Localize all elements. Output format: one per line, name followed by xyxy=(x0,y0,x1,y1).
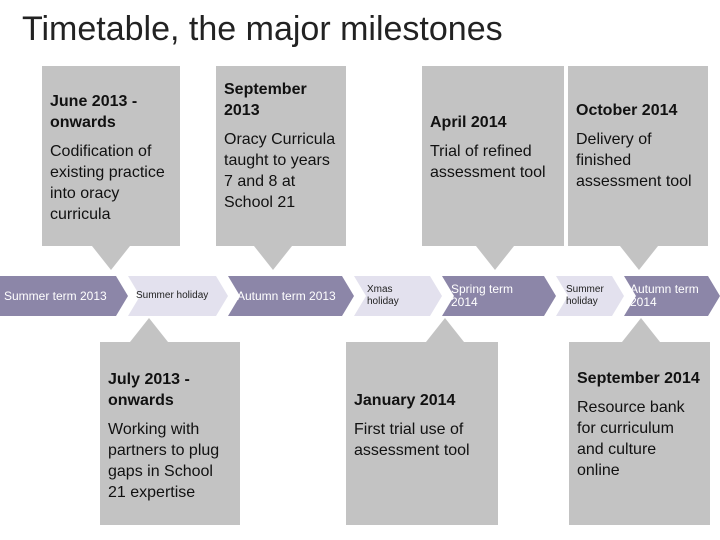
timeline-segment-label: Autumn term 2014 xyxy=(630,282,699,309)
milestone-description: Working with partners to plug gaps in School 21 expertise xyxy=(108,421,220,501)
milestone-description: Trial of refined assessment tool xyxy=(430,143,546,181)
milestone-heading: October 2014 xyxy=(576,102,678,119)
milestone-pointer xyxy=(426,318,464,342)
milestone-pointer xyxy=(476,246,514,270)
page-title: Timetable, the major milestones xyxy=(22,10,503,48)
timeline xyxy=(0,276,720,316)
timeline-segment-label: Summer holiday xyxy=(566,284,604,307)
milestone-description: Delivery of finished assessment tool xyxy=(576,131,692,190)
milestone-description: Oracy Curricula taught to years 7 and 8 at School 21 xyxy=(224,131,336,211)
milestone-pointer xyxy=(622,318,660,342)
timeline-segment-label: Spring term 2014 xyxy=(451,282,514,309)
milestone-box-april-2014 xyxy=(422,66,564,246)
milestone-heading: September 2013 xyxy=(224,81,307,119)
milestone-heading: January 2014 xyxy=(354,392,456,409)
milestone-pointer xyxy=(620,246,658,270)
timeline-segment-label: Autumn term 2013 xyxy=(237,288,336,303)
milestone-description: Codification of existing practice into oracy curricula xyxy=(50,143,165,223)
milestone-box-january-2014 xyxy=(346,342,498,525)
milestone-pointer xyxy=(92,246,130,270)
milestone-box-october-2014 xyxy=(568,66,708,246)
milestone-box-september-2013 xyxy=(216,66,346,246)
milestone-description: Resource bank for curriculum and culture online xyxy=(577,399,685,479)
milestone-pointer xyxy=(254,246,292,270)
milestone-pointer xyxy=(130,318,168,342)
milestone-heading: September 2014 xyxy=(577,370,700,387)
milestone-heading: July 2013 - onwards xyxy=(108,371,190,409)
milestone-description: First trial use of assessment tool xyxy=(354,421,470,459)
timeline-segment-label: Summer holiday xyxy=(136,290,209,301)
timeline-segment-label: Xmas holiday xyxy=(367,284,399,307)
milestone-box-july-2013 xyxy=(100,342,240,525)
milestone-box-june-2013 xyxy=(42,66,180,246)
milestone-heading: April 2014 xyxy=(430,114,507,131)
timeline-segment-label: Summer term 2013 xyxy=(4,288,107,303)
milestone-box-september-2014 xyxy=(569,342,710,525)
milestone-heading: June 2013 - onwards xyxy=(50,93,138,131)
